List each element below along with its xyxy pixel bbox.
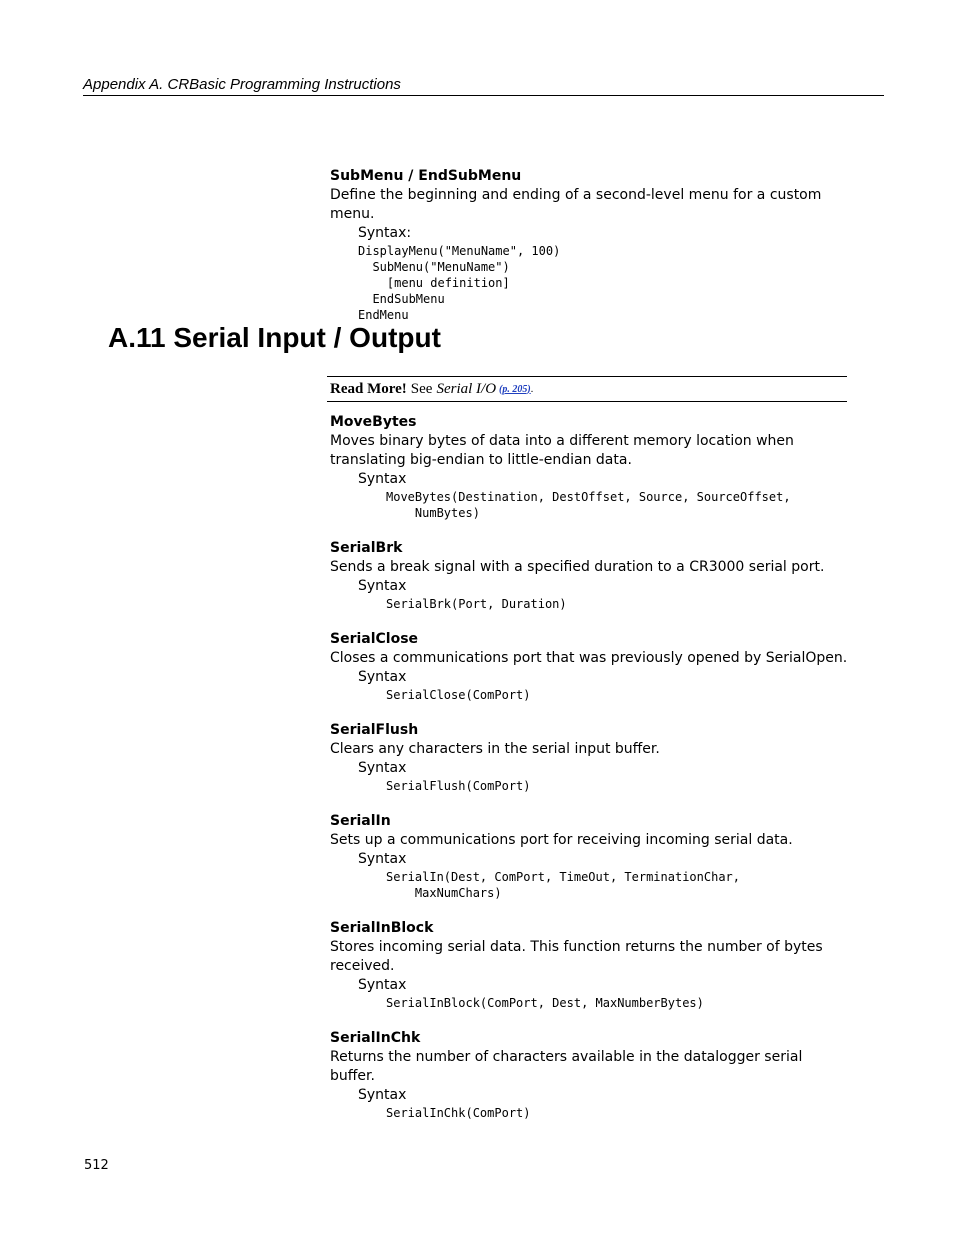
instruction-list <box>330 413 850 1139</box>
section-heading: A.11 Serial Input / Output <box>108 322 441 353</box>
entry-title: MoveBytes <box>330 414 417 430</box>
entry-title: SerialInChk <box>330 1030 421 1046</box>
entry-description: Closes a communications port that was previously opened by SerialOpen. <box>330 650 848 666</box>
code-block: SerialInBlock(ComPort, Dest, MaxNumberBytes) <box>386 996 704 1010</box>
entry-title: SerialIn <box>330 813 391 829</box>
entry-serialclose <box>330 630 850 703</box>
entry-title: SubMenu / EndSubMenu <box>330 168 522 184</box>
entry-title: SerialInBlock <box>330 920 434 936</box>
entry-serialflush <box>330 721 850 794</box>
entry-serialinblock <box>330 919 850 1011</box>
code-block: SerialBrk(Port, Duration) <box>386 597 567 611</box>
syntax-label: Syntax <box>358 760 407 776</box>
syntax-label: Syntax <box>358 578 407 594</box>
code-block: SerialFlush(ComPort) <box>386 779 531 793</box>
entry-description: Moves binary bytes of data into a different memory location when translating big-endian to little-endian data. <box>330 433 794 468</box>
read-more-see: See <box>410 380 433 397</box>
code-block: SerialInChk(ComPort) <box>386 1106 531 1120</box>
syntax-label: Syntax: <box>358 225 412 241</box>
entry-serialinchk <box>330 1029 850 1121</box>
read-more-period: . <box>530 383 534 395</box>
entry-serialin <box>330 812 850 901</box>
code-block: SerialClose(ComPort) <box>386 688 531 702</box>
syntax-label: Syntax <box>358 669 407 685</box>
syntax-label: Syntax <box>358 851 407 867</box>
read-more-label: Read More! <box>330 380 407 397</box>
submenu-entry <box>330 167 850 323</box>
running-header: Appendix A. CRBasic Programming Instructions <box>83 76 884 96</box>
entry-description: Define the beginning and ending of a second-level menu for a custom menu. <box>330 187 822 222</box>
entry-description: Sets up a communications port for receiving incoming serial data. <box>330 832 793 848</box>
code-block: SerialIn(Dest, ComPort, TimeOut, TerminationChar, MaxNumChars) <box>386 870 741 900</box>
entry-title: SerialBrk <box>330 540 403 556</box>
entry-movebytes <box>330 413 850 521</box>
syntax-label: Syntax <box>358 1087 407 1103</box>
entry-description: Returns the number of characters available in the datalogger serial buffer. <box>330 1049 803 1084</box>
syntax-label: Syntax <box>358 471 407 487</box>
code-block: MoveBytes(Destination, DestOffset, Source, SourceOffset, NumBytes) <box>386 490 791 520</box>
read-more-topic: Serial I/O <box>436 380 497 397</box>
entry-title: SerialFlush <box>330 722 419 738</box>
syntax-label: Syntax <box>358 977 407 993</box>
read-more-page-link[interactable]: (p. 205) <box>499 383 531 395</box>
entry-description: Clears any characters in the serial input buffer. <box>330 741 660 757</box>
entry-serialbrk <box>330 539 850 612</box>
page-number: 512 <box>84 1158 109 1173</box>
read-more-note <box>327 376 847 402</box>
entry-description: Stores incoming serial data. This function returns the number of bytes received. <box>330 939 823 974</box>
entry-description: Sends a break signal with a specified duration to a CR3000 serial port. <box>330 559 825 575</box>
entry-title: SerialClose <box>330 631 419 647</box>
code-block: DisplayMenu("MenuName", 100) SubMenu("MenuName") [menu definition] EndSubMenu EndMenu <box>358 244 561 322</box>
